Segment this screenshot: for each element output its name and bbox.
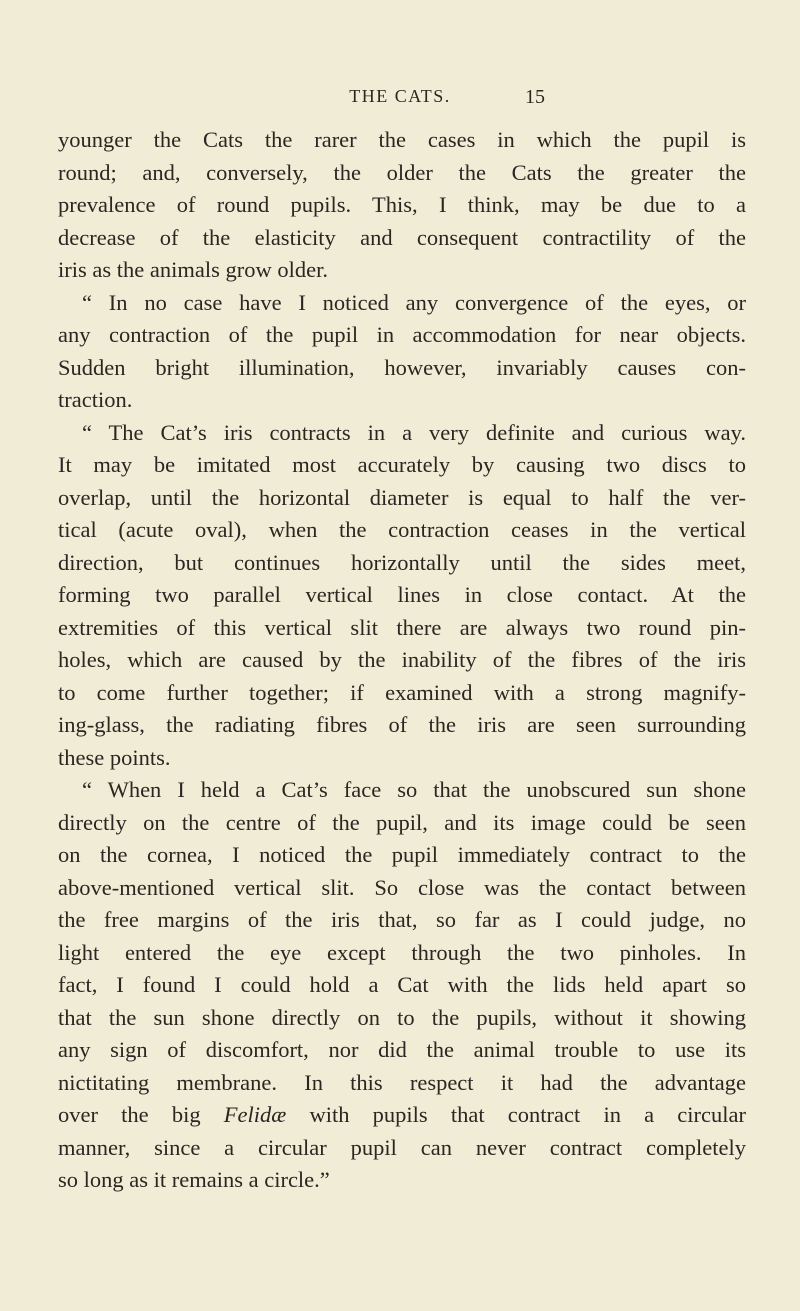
text-line: light entered the eye except through the two pinholes. In [58,939,746,965]
text-line: “ The Cat’s iris contracts in a very definite and curious way. [82,419,746,445]
text-line: “ In no case have I noticed any convergence of the eyes, or [82,289,746,315]
text-line: traction. [58,387,133,412]
text-line: overlap, until the horizontal diameter is equal to half the ver- [58,484,746,510]
text-line: prevalence of round pupils. This, I think, may be due to a [58,192,746,217]
text-line: these points. [58,744,171,770]
page-number: 15 [525,86,545,108]
text-line: forming two parallel vertical lines in close contact. At the [58,582,746,607]
text-line: on the cornea, I noticed the pupil immediately contract to the [58,842,746,867]
text-line: to come further together; if examined with a strong magnify- [58,679,746,705]
text-line: fact, I found I could hold a Cat with the lids held apart so [58,972,746,997]
text-line: any sign of discomfort, nor did the animal trouble to use its [58,1037,746,1062]
text-line: round; and, conversely, the older the Cats the greater the [58,159,746,185]
text-line: the free margins of the iris that, so far as I could judge, no [58,907,746,932]
body-text [58,124,746,1197]
text-line: iris as the animals grow older. [58,257,328,282]
text-line: above-mentioned vertical slit. So close was the contact between [58,874,746,900]
text-line: Sudden bright illumination, however, invariably causes con- [58,354,746,380]
text-line: extremities of this vertical slit there are always two round pin- [58,614,746,640]
text-line: ing-glass, the radiating fibres of the iris are seen surrounding [58,712,746,737]
text-line: that the sun shone directly on to the pupils, without it showing [58,1004,746,1030]
text-line: holes, which are caused by the inability of the fibres of the iris [58,647,746,672]
text-line: tical (acute oval), when the contraction ceases in the vertical [58,517,746,542]
running-head [0,86,800,110]
text-line: directly on the centre of the pupil, and its image could be seen [58,809,746,835]
text-line: decrease of the elasticity and consequent contractility of the [58,224,746,250]
text-line: younger the Cats the rarer the cases in which the pupil is [58,127,746,152]
text-line: direction, but continues horizontally until the sides meet, [58,549,746,575]
text-line: It may be imitated most accurately by causing two discs to [58,452,746,477]
italic-term: Felidæ [223,1102,287,1127]
text-line: over the big Felidæ with pupils that contract in a circular [58,1102,747,1127]
text-line: so long as it remains a circle.” [58,1167,330,1192]
running-head-title: THE CATS. [349,86,451,106]
text-line: “ When I held a Cat’s face so that the unobscured sun shone [82,777,746,802]
text-line: nictitating membrane. In this respect it had the advantage [58,1069,746,1095]
text-line: any contraction of the pupil in accommodation for near objects. [58,322,746,347]
text-line: manner, since a circular pupil can never contract completely [58,1134,746,1160]
